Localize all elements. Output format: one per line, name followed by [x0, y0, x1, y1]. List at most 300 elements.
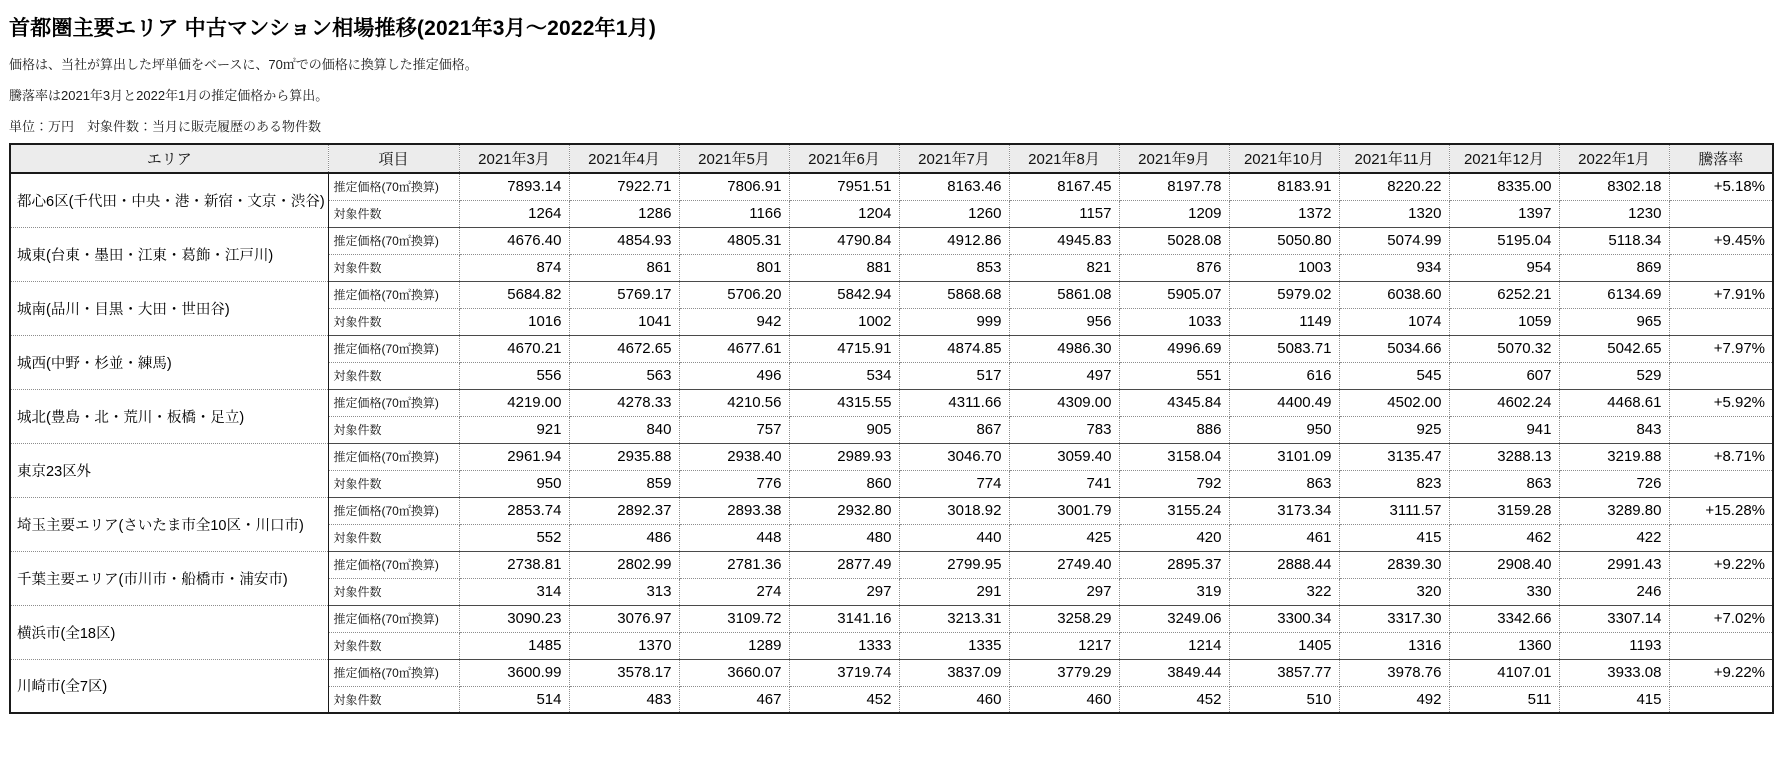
count-cell: 551	[1119, 362, 1229, 389]
price-cell: 4309.00	[1009, 389, 1119, 416]
column-header: 項目	[328, 144, 459, 173]
column-header: 2021年3月	[459, 144, 569, 173]
count-cell: 1286	[569, 200, 679, 227]
note-change-rate: 騰落率は2021年3月と2022年1月の推定価格から算出。	[9, 88, 329, 103]
price-cell: 2935.88	[569, 443, 679, 470]
count-cell: 1372	[1229, 200, 1339, 227]
count-cell: 452	[789, 686, 899, 713]
price-cell: 3978.76	[1339, 659, 1449, 686]
table-row-price	[10, 497, 1773, 524]
count-cell: 1002	[789, 308, 899, 335]
item-label-cell: 対象件数	[328, 686, 459, 713]
price-cell: 3076.97	[569, 605, 679, 632]
table-row-price	[10, 443, 1773, 470]
column-header: 2021年6月	[789, 144, 899, 173]
change-rate-cell: +9.22%	[1669, 659, 1773, 686]
count-cell: 274	[679, 578, 789, 605]
count-cell: 950	[459, 470, 569, 497]
area-name-cell: 埼玉主要エリア(さいたま市全10区・川口市)	[10, 497, 328, 551]
count-cell: 823	[1339, 470, 1449, 497]
count-cell: 330	[1449, 578, 1559, 605]
count-cell: 869	[1559, 254, 1669, 281]
price-cell: 8197.78	[1119, 173, 1229, 200]
change-rate-cell: +7.02%	[1669, 605, 1773, 632]
count-cell: 1149	[1229, 308, 1339, 335]
price-cell: 3578.17	[569, 659, 679, 686]
count-cell: 616	[1229, 362, 1339, 389]
change-rate-empty-cell	[1669, 200, 1773, 227]
price-cell: 2839.30	[1339, 551, 1449, 578]
item-label-cell: 対象件数	[328, 362, 459, 389]
column-header: 2021年4月	[569, 144, 679, 173]
count-cell: 867	[899, 416, 1009, 443]
count-cell: 291	[899, 578, 1009, 605]
area-name-cell: 城西(中野・杉並・練馬)	[10, 335, 328, 389]
count-cell: 480	[789, 524, 899, 551]
change-rate-empty-cell	[1669, 578, 1773, 605]
count-cell: 950	[1229, 416, 1339, 443]
price-cell: 4468.61	[1559, 389, 1669, 416]
count-cell: 1360	[1449, 632, 1559, 659]
count-cell: 1289	[679, 632, 789, 659]
item-label-cell: 推定価格(70㎡換算)	[328, 227, 459, 254]
price-cell: 2802.99	[569, 551, 679, 578]
item-label-cell: 対象件数	[328, 470, 459, 497]
change-rate-cell: +9.45%	[1669, 227, 1773, 254]
price-cell: 4315.55	[789, 389, 899, 416]
count-cell: 783	[1009, 416, 1119, 443]
price-cell: 2961.94	[459, 443, 569, 470]
area-name-cell: 横浜市(全18区)	[10, 605, 328, 659]
count-cell: 1193	[1559, 632, 1669, 659]
price-cell: 2989.93	[789, 443, 899, 470]
price-cell: 2932.80	[789, 497, 899, 524]
header-row	[10, 144, 1773, 173]
column-header: 騰落率	[1669, 144, 1773, 173]
count-cell: 314	[459, 578, 569, 605]
price-cell: 6038.60	[1339, 281, 1449, 308]
table-row-price	[10, 281, 1773, 308]
change-rate-empty-cell	[1669, 254, 1773, 281]
item-label-cell: 対象件数	[328, 632, 459, 659]
count-cell: 999	[899, 308, 1009, 335]
count-cell: 965	[1559, 308, 1669, 335]
price-cell: 3600.99	[459, 659, 569, 686]
price-cell: 3158.04	[1119, 443, 1229, 470]
item-label-cell: 推定価格(70㎡換算)	[328, 443, 459, 470]
price-cell: 4677.61	[679, 335, 789, 362]
count-cell: 859	[569, 470, 679, 497]
column-header: 2021年11月	[1339, 144, 1449, 173]
price-cell: 8302.18	[1559, 173, 1669, 200]
count-cell: 921	[459, 416, 569, 443]
price-cell: 2781.36	[679, 551, 789, 578]
price-cell: 5769.17	[569, 281, 679, 308]
price-cell: 2749.40	[1009, 551, 1119, 578]
item-label-cell: 推定価格(70㎡換算)	[328, 335, 459, 362]
price-cell: 6134.69	[1559, 281, 1669, 308]
table-row-price	[10, 389, 1773, 416]
price-cell: 2877.49	[789, 551, 899, 578]
count-cell: 1370	[569, 632, 679, 659]
price-cell: 8167.45	[1009, 173, 1119, 200]
count-cell: 313	[569, 578, 679, 605]
price-cell: 4311.66	[899, 389, 1009, 416]
change-rate-empty-cell	[1669, 416, 1773, 443]
price-cell: 3849.44	[1119, 659, 1229, 686]
count-cell: 905	[789, 416, 899, 443]
count-cell: 1217	[1009, 632, 1119, 659]
count-cell: 757	[679, 416, 789, 443]
price-cell: 4602.24	[1449, 389, 1559, 416]
price-cell: 3101.09	[1229, 443, 1339, 470]
item-label-cell: 対象件数	[328, 416, 459, 443]
price-cell: 4400.49	[1229, 389, 1339, 416]
price-cell: 4854.93	[569, 227, 679, 254]
price-cell: 5684.82	[459, 281, 569, 308]
count-cell: 840	[569, 416, 679, 443]
count-cell: 422	[1559, 524, 1669, 551]
item-label-cell: 推定価格(70㎡換算)	[328, 605, 459, 632]
count-cell: 876	[1119, 254, 1229, 281]
count-cell: 726	[1559, 470, 1669, 497]
price-cell: 6252.21	[1449, 281, 1559, 308]
price-cell: 8183.91	[1229, 173, 1339, 200]
price-cell: 2892.37	[569, 497, 679, 524]
count-cell: 297	[1009, 578, 1119, 605]
page-title: 首都圏主要エリア 中古マンション相場推移(2021年3月～2022年1月)	[9, 17, 657, 40]
count-cell: 461	[1229, 524, 1339, 551]
count-cell: 517	[899, 362, 1009, 389]
count-cell: 514	[459, 686, 569, 713]
count-cell: 863	[1229, 470, 1339, 497]
count-cell: 1209	[1119, 200, 1229, 227]
change-rate-cell: +9.22%	[1669, 551, 1773, 578]
price-cell: 8335.00	[1449, 173, 1559, 200]
price-cell: 2888.44	[1229, 551, 1339, 578]
column-header: 2021年12月	[1449, 144, 1559, 173]
price-cell: 3779.29	[1009, 659, 1119, 686]
count-cell: 510	[1229, 686, 1339, 713]
price-cell: 5195.04	[1449, 227, 1559, 254]
price-cell: 5074.99	[1339, 227, 1449, 254]
price-cell: 2799.95	[899, 551, 1009, 578]
area-name-cell: 城北(豊島・北・荒川・板橋・足立)	[10, 389, 328, 443]
count-cell: 925	[1339, 416, 1449, 443]
table-row-price	[10, 335, 1773, 362]
area-name-cell: 川崎市(全7区)	[10, 659, 328, 713]
price-cell: 4219.00	[459, 389, 569, 416]
price-cell: 3857.77	[1229, 659, 1339, 686]
price-cell: 4278.33	[569, 389, 679, 416]
price-cell: 4945.83	[1009, 227, 1119, 254]
price-cell: 7922.71	[569, 173, 679, 200]
count-cell: 874	[459, 254, 569, 281]
market-table	[9, 143, 1774, 714]
count-cell: 956	[1009, 308, 1119, 335]
item-label-cell: 推定価格(70㎡換算)	[328, 173, 459, 200]
price-cell: 4715.91	[789, 335, 899, 362]
price-cell: 3719.74	[789, 659, 899, 686]
price-cell: 4996.69	[1119, 335, 1229, 362]
count-cell: 319	[1119, 578, 1229, 605]
price-cell: 2938.40	[679, 443, 789, 470]
item-label-cell: 対象件数	[328, 254, 459, 281]
price-cell: 5050.80	[1229, 227, 1339, 254]
price-cell: 2853.74	[459, 497, 569, 524]
change-rate-cell: +7.97%	[1669, 335, 1773, 362]
item-label-cell: 対象件数	[328, 200, 459, 227]
price-cell: 5868.68	[899, 281, 1009, 308]
price-cell: 2895.37	[1119, 551, 1229, 578]
count-cell: 863	[1449, 470, 1559, 497]
price-cell: 3307.14	[1559, 605, 1669, 632]
price-cell: 3155.24	[1119, 497, 1229, 524]
count-cell: 1485	[459, 632, 569, 659]
count-cell: 1405	[1229, 632, 1339, 659]
price-cell: 5979.02	[1229, 281, 1339, 308]
count-cell: 843	[1559, 416, 1669, 443]
change-rate-cell: +7.91%	[1669, 281, 1773, 308]
count-cell: 452	[1119, 686, 1229, 713]
change-rate-empty-cell	[1669, 632, 1773, 659]
count-cell: 1166	[679, 200, 789, 227]
price-cell: 8163.46	[899, 173, 1009, 200]
item-label-cell: 推定価格(70㎡換算)	[328, 659, 459, 686]
count-cell: 942	[679, 308, 789, 335]
count-cell: 462	[1449, 524, 1559, 551]
count-cell: 1397	[1449, 200, 1559, 227]
price-cell: 3059.40	[1009, 443, 1119, 470]
count-cell: 607	[1449, 362, 1559, 389]
note-price-method: 価格は、当社が算出した坪単価をベースに、70㎡での価格に換算した推定価格。	[9, 57, 478, 72]
price-cell: 4107.01	[1449, 659, 1559, 686]
count-cell: 1074	[1339, 308, 1449, 335]
count-cell: 511	[1449, 686, 1559, 713]
price-cell: 3258.29	[1009, 605, 1119, 632]
price-cell: 3109.72	[679, 605, 789, 632]
price-cell: 2991.43	[1559, 551, 1669, 578]
price-cell: 5034.66	[1339, 335, 1449, 362]
price-cell: 4502.00	[1339, 389, 1449, 416]
price-cell: 2908.40	[1449, 551, 1559, 578]
count-cell: 1157	[1009, 200, 1119, 227]
price-cell: 3046.70	[899, 443, 1009, 470]
count-cell: 1333	[789, 632, 899, 659]
count-cell: 1335	[899, 632, 1009, 659]
price-cell: 3001.79	[1009, 497, 1119, 524]
count-cell: 563	[569, 362, 679, 389]
count-cell: 881	[789, 254, 899, 281]
count-cell: 1264	[459, 200, 569, 227]
count-cell: 415	[1559, 686, 1669, 713]
change-rate-empty-cell	[1669, 362, 1773, 389]
price-cell: 2738.81	[459, 551, 569, 578]
price-cell: 3018.92	[899, 497, 1009, 524]
price-cell: 3135.47	[1339, 443, 1449, 470]
price-cell: 3159.28	[1449, 497, 1559, 524]
note-unit: 単位：万円 対象件数：当月に販売履歴のある物件数	[9, 119, 322, 134]
count-cell: 496	[679, 362, 789, 389]
item-label-cell: 推定価格(70㎡換算)	[328, 389, 459, 416]
count-cell: 886	[1119, 416, 1229, 443]
count-cell: 420	[1119, 524, 1229, 551]
column-header: 2021年7月	[899, 144, 1009, 173]
price-cell: 3213.31	[899, 605, 1009, 632]
count-cell: 486	[569, 524, 679, 551]
price-cell: 3111.57	[1339, 497, 1449, 524]
price-cell: 5118.34	[1559, 227, 1669, 254]
price-cell: 3342.66	[1449, 605, 1559, 632]
count-cell: 1316	[1339, 632, 1449, 659]
count-cell: 467	[679, 686, 789, 713]
count-cell: 954	[1449, 254, 1559, 281]
count-cell: 1003	[1229, 254, 1339, 281]
item-label-cell: 対象件数	[328, 578, 459, 605]
count-cell: 792	[1119, 470, 1229, 497]
price-cell: 5028.08	[1119, 227, 1229, 254]
column-header: 2021年10月	[1229, 144, 1339, 173]
count-cell: 941	[1449, 416, 1559, 443]
count-cell: 460	[1009, 686, 1119, 713]
price-cell: 4345.84	[1119, 389, 1229, 416]
count-cell: 821	[1009, 254, 1119, 281]
price-cell: 4672.65	[569, 335, 679, 362]
count-cell: 320	[1339, 578, 1449, 605]
count-cell: 497	[1009, 362, 1119, 389]
price-cell: 4986.30	[1009, 335, 1119, 362]
change-rate-cell: +8.71%	[1669, 443, 1773, 470]
price-cell: 4790.84	[789, 227, 899, 254]
count-cell: 483	[569, 686, 679, 713]
count-cell: 1320	[1339, 200, 1449, 227]
price-cell: 3289.80	[1559, 497, 1669, 524]
count-cell: 776	[679, 470, 789, 497]
area-name-cell: 城東(台東・墨田・江東・葛飾・江戸川)	[10, 227, 328, 281]
column-header: エリア	[10, 144, 328, 173]
count-cell: 440	[899, 524, 1009, 551]
change-rate-cell: +5.18%	[1669, 173, 1773, 200]
price-cell: 3837.09	[899, 659, 1009, 686]
price-cell: 5706.20	[679, 281, 789, 308]
price-cell: 2893.38	[679, 497, 789, 524]
price-cell: 8220.22	[1339, 173, 1449, 200]
count-cell: 1204	[789, 200, 899, 227]
table-row-price	[10, 551, 1773, 578]
price-cell: 3173.34	[1229, 497, 1339, 524]
price-cell: 7951.51	[789, 173, 899, 200]
table-body	[10, 173, 1773, 713]
change-rate-empty-cell	[1669, 524, 1773, 551]
price-cell: 3300.34	[1229, 605, 1339, 632]
count-cell: 297	[789, 578, 899, 605]
price-cell: 3141.16	[789, 605, 899, 632]
count-cell: 545	[1339, 362, 1449, 389]
count-cell: 322	[1229, 578, 1339, 605]
table-row-price	[10, 659, 1773, 686]
count-cell: 853	[899, 254, 1009, 281]
price-cell: 5083.71	[1229, 335, 1339, 362]
price-cell: 5861.08	[1009, 281, 1119, 308]
count-cell: 801	[679, 254, 789, 281]
area-name-cell: 千葉主要エリア(市川市・船橋市・浦安市)	[10, 551, 328, 605]
column-header: 2021年8月	[1009, 144, 1119, 173]
change-rate-cell: +5.92%	[1669, 389, 1773, 416]
count-cell: 492	[1339, 686, 1449, 713]
count-cell: 529	[1559, 362, 1669, 389]
count-cell: 774	[899, 470, 1009, 497]
table-header	[10, 144, 1773, 173]
count-cell: 425	[1009, 524, 1119, 551]
price-cell: 4912.86	[899, 227, 1009, 254]
price-cell: 4805.31	[679, 227, 789, 254]
change-rate-empty-cell	[1669, 470, 1773, 497]
table-row-price	[10, 173, 1773, 200]
price-cell: 4676.40	[459, 227, 569, 254]
item-label-cell: 推定価格(70㎡換算)	[328, 497, 459, 524]
price-cell: 3288.13	[1449, 443, 1559, 470]
count-cell: 861	[569, 254, 679, 281]
price-cell: 5842.94	[789, 281, 899, 308]
count-cell: 448	[679, 524, 789, 551]
count-cell: 246	[1559, 578, 1669, 605]
price-cell: 3317.30	[1339, 605, 1449, 632]
price-cell: 3933.08	[1559, 659, 1669, 686]
price-cell: 4874.85	[899, 335, 1009, 362]
price-cell: 3660.07	[679, 659, 789, 686]
change-rate-empty-cell	[1669, 308, 1773, 335]
count-cell: 1033	[1119, 308, 1229, 335]
price-cell: 3249.06	[1119, 605, 1229, 632]
report-header	[9, 12, 1770, 135]
column-header: 2022年1月	[1559, 144, 1669, 173]
count-cell: 556	[459, 362, 569, 389]
count-cell: 534	[789, 362, 899, 389]
item-label-cell: 推定価格(70㎡換算)	[328, 281, 459, 308]
item-label-cell: 対象件数	[328, 308, 459, 335]
count-cell: 1016	[459, 308, 569, 335]
price-cell: 3090.23	[459, 605, 569, 632]
area-name-cell: 東京23区外	[10, 443, 328, 497]
count-cell: 1230	[1559, 200, 1669, 227]
price-cell: 3219.88	[1559, 443, 1669, 470]
item-label-cell: 対象件数	[328, 524, 459, 551]
price-cell: 5905.07	[1119, 281, 1229, 308]
change-rate-empty-cell	[1669, 686, 1773, 713]
table-row-price	[10, 605, 1773, 632]
price-cell: 7893.14	[459, 173, 569, 200]
price-cell: 4210.56	[679, 389, 789, 416]
table-row-price	[10, 227, 1773, 254]
column-header: 2021年9月	[1119, 144, 1229, 173]
count-cell: 1041	[569, 308, 679, 335]
count-cell: 934	[1339, 254, 1449, 281]
price-cell: 5042.65	[1559, 335, 1669, 362]
area-name-cell: 都心6区(千代田・中央・港・新宿・文京・渋谷)	[10, 173, 328, 227]
change-rate-cell: +15.28%	[1669, 497, 1773, 524]
count-cell: 1260	[899, 200, 1009, 227]
count-cell: 1059	[1449, 308, 1559, 335]
count-cell: 460	[899, 686, 1009, 713]
price-cell: 4670.21	[459, 335, 569, 362]
item-label-cell: 推定価格(70㎡換算)	[328, 551, 459, 578]
count-cell: 860	[789, 470, 899, 497]
price-cell: 7806.91	[679, 173, 789, 200]
count-cell: 741	[1009, 470, 1119, 497]
count-cell: 552	[459, 524, 569, 551]
count-cell: 1214	[1119, 632, 1229, 659]
area-name-cell: 城南(品川・目黒・大田・世田谷)	[10, 281, 328, 335]
